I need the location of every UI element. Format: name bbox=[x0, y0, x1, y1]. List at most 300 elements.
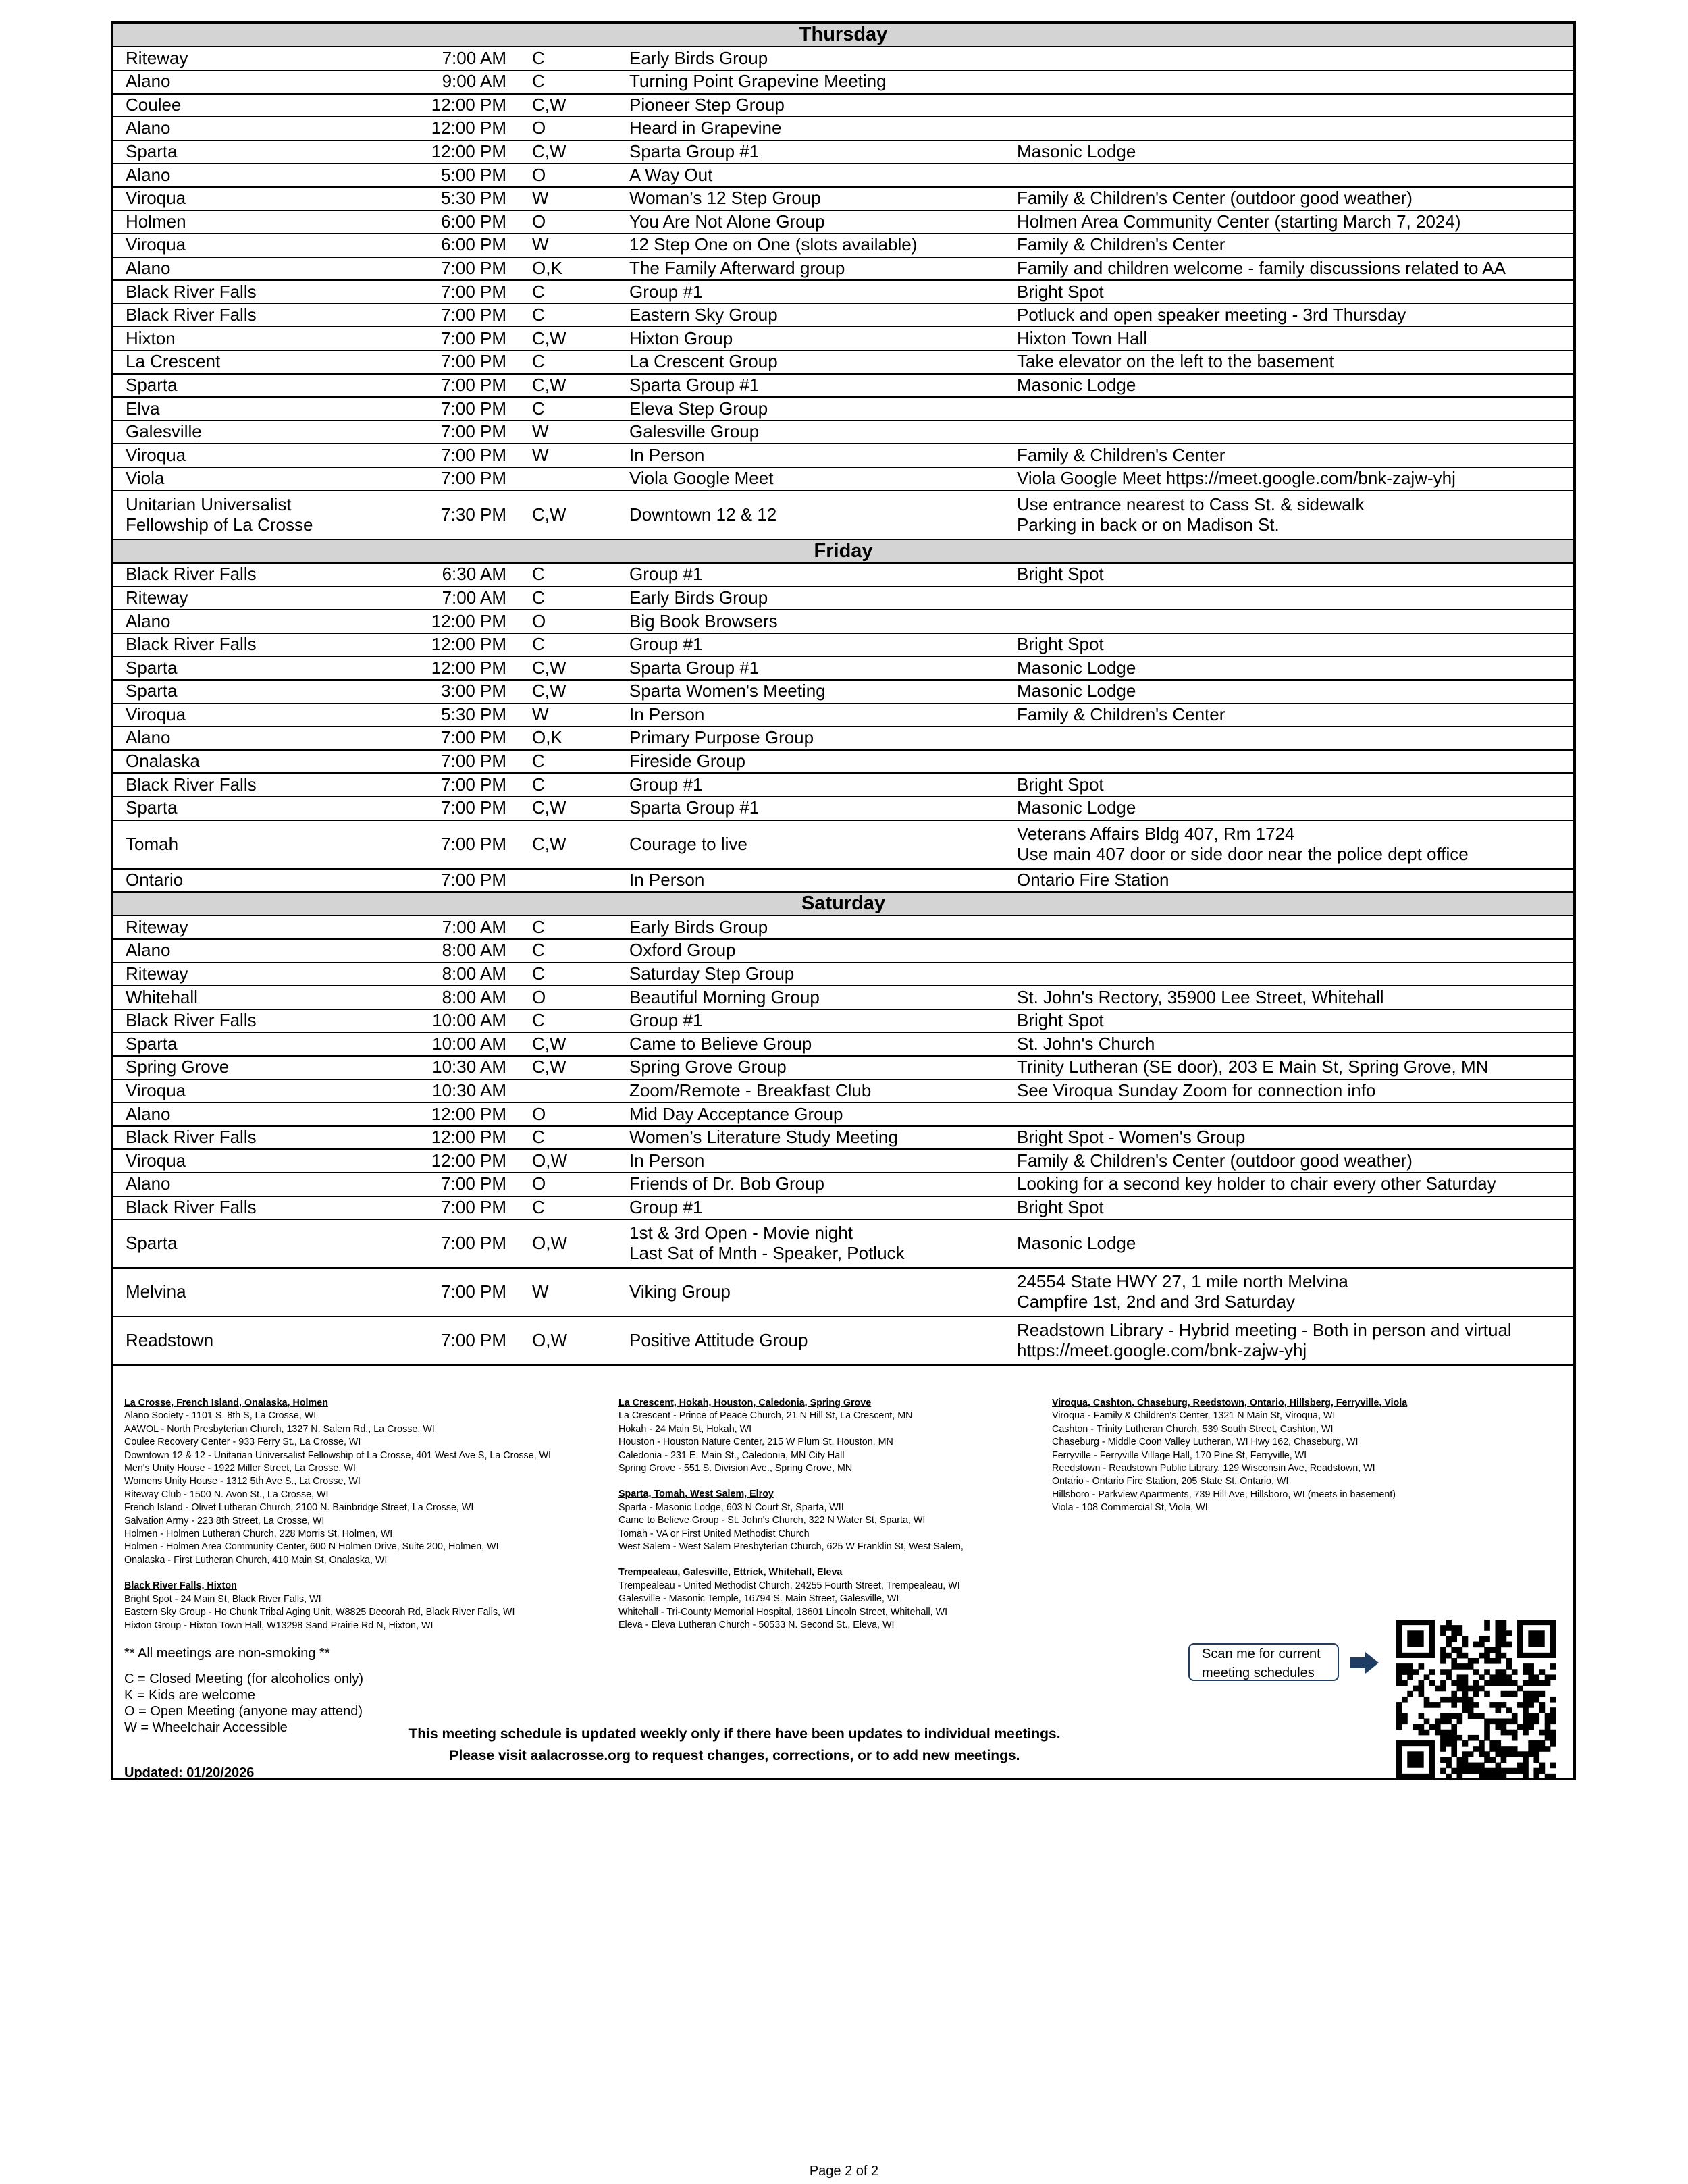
meeting-row bbox=[113, 397, 1573, 421]
meeting-group-line: Saturday Step Group bbox=[629, 963, 795, 984]
meeting-group-line: Sparta Women's Meeting bbox=[629, 681, 826, 701]
meeting-city bbox=[113, 467, 384, 491]
meeting-group-line: 12 Step One on One (slots available) bbox=[629, 234, 918, 255]
meeting-location-line: Use main 407 door or side door near the police dept office bbox=[1017, 843, 1469, 864]
meeting-group bbox=[621, 726, 1011, 750]
meeting-city bbox=[113, 257, 384, 281]
qr-code-icon[interactable] bbox=[1396, 1620, 1556, 1779]
meeting-group-line: In Person bbox=[629, 703, 705, 724]
meeting-city-line: Viroqua bbox=[126, 1080, 186, 1100]
meeting-city bbox=[113, 915, 384, 939]
meeting-time: 10:00 AM bbox=[384, 1032, 521, 1056]
meeting-type: C bbox=[521, 915, 621, 939]
meeting-time: 7:00 PM bbox=[384, 304, 521, 327]
address-line: Spring Grove - 551 S. Division Ave., Spring Grove, MN bbox=[618, 1463, 853, 1474]
meeting-time: 12:00 PM bbox=[384, 1102, 521, 1126]
meeting-group-line: Sparta Group #1 bbox=[629, 141, 760, 162]
meeting-group bbox=[621, 211, 1011, 234]
meeting-city-line: Viroqua bbox=[126, 234, 186, 255]
meeting-location-line: https://meet.google.com/bnk-zajw-yhj bbox=[1017, 1340, 1307, 1361]
meeting-time: 7:00 PM bbox=[384, 726, 521, 750]
meeting-type: C bbox=[521, 70, 621, 94]
meeting-location-line: Viola Google Meet https://meet.google.com/bnk-zajw-yhj bbox=[1017, 468, 1456, 489]
address-line: Onalaska - First Lutheran Church, 410 Main St, Onalaska, WI bbox=[124, 1554, 388, 1566]
meeting-city bbox=[113, 1009, 384, 1033]
meeting-location bbox=[1011, 939, 1573, 963]
meeting-group-line: Woman’s 12 Step Group bbox=[629, 188, 821, 209]
meeting-type: O,K bbox=[521, 726, 621, 750]
meeting-group bbox=[621, 869, 1011, 893]
meeting-city-line: Black River Falls bbox=[126, 564, 257, 585]
meeting-group bbox=[621, 70, 1011, 94]
meeting-city-line: Sparta bbox=[126, 797, 178, 818]
meeting-row bbox=[113, 656, 1573, 680]
meeting-city-line: Alano bbox=[126, 727, 171, 748]
meeting-group-line: Heard in Grapevine bbox=[629, 117, 782, 138]
address-line: Holmen - Holmen Area Community Center, 600 N Holmen Drive, Suite 200, Holmen, WI bbox=[124, 1541, 499, 1553]
meeting-location bbox=[1011, 94, 1573, 117]
meeting-city bbox=[113, 1056, 384, 1080]
meeting-location bbox=[1011, 467, 1573, 491]
meeting-location bbox=[1011, 797, 1573, 820]
meeting-city-line: Black River Falls bbox=[126, 304, 257, 325]
meeting-location bbox=[1011, 1316, 1573, 1365]
meeting-group-line: Mid Day Acceptance Group bbox=[629, 1103, 843, 1124]
meeting-location bbox=[1011, 350, 1573, 374]
meeting-city bbox=[113, 397, 384, 421]
meeting-location bbox=[1011, 680, 1573, 703]
meeting-city-line: Alano bbox=[126, 1103, 171, 1124]
qr-callout-line: meeting schedules bbox=[1202, 1666, 1315, 1680]
qr-callout-line: Scan me for current bbox=[1202, 1647, 1321, 1661]
meeting-location bbox=[1011, 986, 1573, 1009]
meeting-location bbox=[1011, 491, 1573, 539]
address-line: Chaseburg - Middle Coon Valley Lutheran, WI Hwy 162, Chaseburg, WI bbox=[1052, 1437, 1359, 1448]
meeting-group-line: Fireside Group bbox=[629, 751, 745, 772]
meeting-city-line: Tomah bbox=[126, 833, 179, 854]
meeting-group bbox=[621, 1080, 1011, 1103]
meeting-time: 7:00 PM bbox=[384, 421, 521, 444]
meeting-time: 7:00 PM bbox=[384, 257, 521, 281]
meeting-row bbox=[113, 47, 1573, 70]
address-line: Men's Unity House - 1922 Miller Street, La Crosse, WI bbox=[124, 1463, 356, 1474]
meeting-location bbox=[1011, 820, 1573, 869]
meeting-time: 6:30 AM bbox=[384, 563, 521, 587]
meeting-location bbox=[1011, 750, 1573, 774]
meeting-location-line: Bright Spot bbox=[1017, 1196, 1104, 1217]
meeting-time: 7:00 AM bbox=[384, 47, 521, 70]
meeting-location bbox=[1011, 1056, 1573, 1080]
meeting-group-line: Eastern Sky Group bbox=[629, 304, 778, 325]
address-region-heading: Black River Falls, Hixton bbox=[124, 1580, 237, 1592]
address-column bbox=[618, 1397, 964, 1632]
meeting-city bbox=[113, 939, 384, 963]
meeting-time: 8:00 AM bbox=[384, 939, 521, 963]
meeting-location bbox=[1011, 444, 1573, 467]
meeting-group bbox=[621, 656, 1011, 680]
meeting-row bbox=[113, 633, 1573, 657]
meeting-city-line: Sparta bbox=[126, 141, 178, 162]
meeting-time: 7:00 PM bbox=[384, 327, 521, 350]
meeting-location bbox=[1011, 1009, 1573, 1033]
address-region-heading: La Crosse, French Island, Onalaska, Holmen bbox=[124, 1397, 328, 1408]
meeting-group bbox=[621, 234, 1011, 257]
meeting-time: 12:00 PM bbox=[384, 610, 521, 633]
meeting-group-line: In Person bbox=[629, 444, 705, 465]
meeting-city bbox=[113, 234, 384, 257]
meeting-time: 10:30 AM bbox=[384, 1056, 521, 1080]
meeting-row bbox=[113, 939, 1573, 963]
meeting-city bbox=[113, 374, 384, 398]
meeting-location-line: Campfire 1st, 2nd and 3rd Saturday bbox=[1017, 1291, 1295, 1312]
meeting-city-line: Viroqua bbox=[126, 444, 186, 465]
meeting-group bbox=[621, 563, 1011, 587]
address-line: Riteway Club - 1500 N. Avon St., La Crosse, WI bbox=[124, 1489, 329, 1500]
meeting-time: 12:00 PM bbox=[384, 94, 521, 117]
meeting-group-line: Big Book Browsers bbox=[629, 610, 778, 631]
meeting-city-line: Unitarian Universalist bbox=[126, 494, 292, 514]
meeting-row bbox=[113, 163, 1573, 187]
meeting-time: 8:00 AM bbox=[384, 986, 521, 1009]
meeting-location bbox=[1011, 1080, 1573, 1103]
meeting-row bbox=[113, 444, 1573, 467]
meeting-type: C,W bbox=[521, 820, 621, 869]
meeting-city bbox=[113, 1173, 384, 1196]
meeting-group-line: In Person bbox=[629, 869, 705, 890]
meeting-location bbox=[1011, 374, 1573, 398]
meeting-group-line: Oxford Group bbox=[629, 940, 736, 961]
meeting-type: W bbox=[521, 421, 621, 444]
meeting-time: 7:00 PM bbox=[384, 1196, 521, 1220]
meeting-city bbox=[113, 94, 384, 117]
address-line: Houston - Houston Nature Center, 215 W Plum St, Houston, MN bbox=[618, 1437, 893, 1448]
meeting-row bbox=[113, 986, 1573, 1009]
meeting-city-line: Viroqua bbox=[126, 703, 186, 724]
meeting-group-line: Spring Grove Group bbox=[629, 1057, 787, 1077]
meeting-row bbox=[113, 1126, 1573, 1150]
meeting-group-line: 1st & 3rd Open - Movie night bbox=[629, 1223, 853, 1244]
meeting-type: C,W bbox=[521, 94, 621, 117]
meeting-addresses bbox=[113, 1391, 1573, 1658]
address-line: Eastern Sky Group - Ho Chunk Tribal Aging Unit, W8825 Decorah Rd, Black River Falls, WI bbox=[124, 1607, 515, 1618]
meeting-group bbox=[621, 444, 1011, 467]
meeting-row bbox=[113, 257, 1573, 281]
address-line: Ontario - Ontario Fire Station, 205 State St, Ontario, WI bbox=[1052, 1476, 1289, 1487]
meeting-city-line: Sparta bbox=[126, 1033, 178, 1054]
meeting-group bbox=[621, 1102, 1011, 1126]
address-line: Viroqua - Family & Children's Center, 1321 N Main St, Viroqua, WI bbox=[1052, 1410, 1336, 1422]
meeting-group bbox=[621, 94, 1011, 117]
meeting-type: C bbox=[521, 773, 621, 797]
meeting-row bbox=[113, 773, 1573, 797]
meeting-type: C bbox=[521, 397, 621, 421]
meeting-location bbox=[1011, 633, 1573, 657]
address-line: AAWOL - North Presbyterian Church, 1327 N. Salem Rd., La Crosse, WI bbox=[124, 1423, 435, 1435]
meeting-time: 7:00 PM bbox=[384, 397, 521, 421]
meeting-group bbox=[621, 187, 1011, 211]
address-line: Salvation Army - 223 8th Street, La Crosse, WI bbox=[124, 1515, 325, 1526]
meeting-row bbox=[113, 1173, 1573, 1196]
meeting-location-line: Trinity Lutheran (SE door), 203 E Main St, Spring Grove, MN bbox=[1017, 1057, 1489, 1077]
meeting-group-line: Group #1 bbox=[629, 1196, 703, 1217]
meeting-row bbox=[113, 587, 1573, 610]
meeting-city-line: Riteway bbox=[126, 963, 188, 984]
meeting-row bbox=[113, 680, 1573, 703]
meeting-group-line: Viking Group bbox=[629, 1281, 731, 1302]
meeting-location bbox=[1011, 1196, 1573, 1220]
meeting-schedule-table bbox=[113, 24, 1573, 1366]
meeting-group-line: The Family Afterward group bbox=[629, 258, 845, 279]
address-column bbox=[1052, 1397, 1407, 1515]
address-line: Reedstown - Readstown Public Library, 129 Wisconsin Ave, Readstown, WI bbox=[1052, 1463, 1375, 1474]
meeting-type: W bbox=[521, 703, 621, 727]
meeting-location bbox=[1011, 587, 1573, 610]
meeting-group bbox=[621, 1126, 1011, 1150]
meeting-city-line: Riteway bbox=[126, 916, 188, 937]
meeting-type: C bbox=[521, 750, 621, 774]
meeting-city bbox=[113, 140, 384, 164]
meeting-city bbox=[113, 656, 384, 680]
meeting-city bbox=[113, 444, 384, 467]
meeting-group bbox=[621, 117, 1011, 140]
meeting-city bbox=[113, 1268, 384, 1316]
meeting-group-line: Early Birds Group bbox=[629, 47, 768, 68]
meeting-location-line: Hixton Town Hall bbox=[1017, 327, 1148, 348]
meeting-city-line: Viola bbox=[126, 468, 165, 489]
meeting-location-line: 24554 State HWY 27, 1 mile north Melvina bbox=[1017, 1271, 1348, 1292]
meeting-location bbox=[1011, 47, 1573, 70]
meeting-row bbox=[113, 750, 1573, 774]
meeting-group bbox=[621, 610, 1011, 633]
meeting-location bbox=[1011, 1102, 1573, 1126]
meeting-time: 7:00 PM bbox=[384, 374, 521, 398]
meeting-time: 10:00 AM bbox=[384, 1009, 521, 1033]
meeting-type: C bbox=[521, 963, 621, 986]
meeting-city bbox=[113, 163, 384, 187]
meeting-row bbox=[113, 726, 1573, 750]
meeting-city bbox=[113, 633, 384, 657]
meeting-type: C,W bbox=[521, 656, 621, 680]
meeting-location bbox=[1011, 1268, 1573, 1316]
arrow-right-icon bbox=[1349, 1651, 1380, 1675]
meeting-row bbox=[113, 187, 1573, 211]
meeting-city bbox=[113, 117, 384, 140]
meeting-row bbox=[113, 70, 1573, 94]
meeting-city-line: Black River Falls bbox=[126, 1127, 257, 1148]
address-line: Bright Spot - 24 Main St, Black River Falls, WI bbox=[124, 1593, 321, 1605]
meeting-city-line: Sparta bbox=[126, 1233, 178, 1254]
meeting-type: C bbox=[521, 633, 621, 657]
meeting-group-line: Courage to live bbox=[629, 833, 747, 854]
meeting-row bbox=[113, 563, 1573, 587]
meeting-type: O,W bbox=[521, 1316, 621, 1365]
meeting-city-line: Galesville bbox=[126, 421, 202, 442]
meeting-city-line: Spring Grove bbox=[126, 1057, 230, 1077]
meeting-type: C bbox=[521, 1196, 621, 1220]
meeting-city bbox=[113, 986, 384, 1009]
meeting-group bbox=[621, 467, 1011, 491]
meeting-city-line: Sparta bbox=[126, 657, 178, 678]
meeting-group bbox=[621, 304, 1011, 327]
meeting-time: 8:00 AM bbox=[384, 963, 521, 986]
address-line: Downtown 12 & 12 - Unitarian Universalist Fellowship of La Crosse, 401 West Ave S, La Crosse, WI bbox=[124, 1449, 551, 1461]
meeting-group-line: You Are Not Alone Group bbox=[629, 211, 825, 232]
meeting-group-line: Women’s Literature Study Meeting bbox=[629, 1127, 898, 1148]
meeting-type: W bbox=[521, 234, 621, 257]
meeting-city bbox=[113, 1102, 384, 1126]
meeting-city-line: Viroqua bbox=[126, 188, 186, 209]
meeting-group-line: Sparta Group #1 bbox=[629, 797, 760, 818]
meeting-group-line: Group #1 bbox=[629, 1010, 703, 1031]
meeting-group-line: La Crescent Group bbox=[629, 351, 778, 372]
meeting-city-line: Fellowship of La Crosse bbox=[126, 514, 313, 535]
address-line: Womens Unity House - 1312 5th Ave S., La Crosse, WI bbox=[124, 1476, 361, 1487]
meeting-city bbox=[113, 304, 384, 327]
meeting-type: C bbox=[521, 350, 621, 374]
meeting-time: 7:00 PM bbox=[384, 1173, 521, 1196]
meeting-city bbox=[113, 773, 384, 797]
meeting-time: 9:00 AM bbox=[384, 70, 521, 94]
meeting-group bbox=[621, 633, 1011, 657]
meeting-location bbox=[1011, 187, 1573, 211]
meeting-group-line: Early Birds Group bbox=[629, 587, 768, 608]
meeting-city bbox=[113, 820, 384, 869]
meeting-type: O bbox=[521, 610, 621, 633]
address-line: Alano Society - 1101 S. 8th S, La Crosse, WI bbox=[124, 1410, 317, 1422]
meeting-row bbox=[113, 963, 1573, 986]
meeting-location-line: St. John's Church bbox=[1017, 1033, 1155, 1054]
meeting-city-line: Black River Falls bbox=[126, 1010, 257, 1031]
meeting-time: 7:00 AM bbox=[384, 587, 521, 610]
meeting-time: 7:00 PM bbox=[384, 467, 521, 491]
meeting-location-line: Bright Spot bbox=[1017, 774, 1104, 795]
meeting-type: O,W bbox=[521, 1219, 621, 1268]
meeting-type bbox=[521, 467, 621, 491]
schedule-frame bbox=[111, 21, 1576, 1780]
update-notice bbox=[397, 1724, 1072, 1767]
meeting-time: 12:00 PM bbox=[384, 633, 521, 657]
meeting-time: 12:00 PM bbox=[384, 1126, 521, 1150]
meeting-group bbox=[621, 820, 1011, 869]
meeting-city bbox=[113, 610, 384, 633]
meeting-city bbox=[113, 680, 384, 703]
meeting-group-line: Turning Point Grapevine Meeting bbox=[629, 71, 887, 92]
meeting-type: O bbox=[521, 163, 621, 187]
meeting-location bbox=[1011, 304, 1573, 327]
meeting-city bbox=[113, 491, 384, 539]
meeting-location bbox=[1011, 397, 1573, 421]
meeting-type: C bbox=[521, 587, 621, 610]
meeting-group bbox=[621, 327, 1011, 350]
address-line: West Salem - West Salem Presbyterian Church, 625 W Franklin St, West Salem, bbox=[618, 1541, 964, 1553]
meeting-type: C,W bbox=[521, 140, 621, 164]
meeting-group-line: In Person bbox=[629, 1150, 705, 1171]
meeting-row bbox=[113, 234, 1573, 257]
meeting-city bbox=[113, 797, 384, 820]
meeting-location-line: Family & Children's Center bbox=[1017, 444, 1225, 465]
meeting-city bbox=[113, 47, 384, 70]
meeting-location-line: Ontario Fire Station bbox=[1017, 869, 1169, 890]
meeting-city bbox=[113, 1316, 384, 1365]
meeting-row bbox=[113, 280, 1573, 304]
meeting-location bbox=[1011, 656, 1573, 680]
meeting-row bbox=[113, 869, 1573, 893]
meeting-group bbox=[621, 1173, 1011, 1196]
meeting-group bbox=[621, 374, 1011, 398]
meeting-group bbox=[621, 140, 1011, 164]
meeting-location-line: Bright Spot bbox=[1017, 564, 1104, 585]
meeting-type: O bbox=[521, 1173, 621, 1196]
meeting-location bbox=[1011, 963, 1573, 986]
meeting-city-line: Black River Falls bbox=[126, 774, 257, 795]
meeting-city bbox=[113, 1149, 384, 1173]
meeting-location-line: Family & Children's Center bbox=[1017, 703, 1225, 724]
meeting-location bbox=[1011, 421, 1573, 444]
meeting-location bbox=[1011, 726, 1573, 750]
meeting-time: 7:00 PM bbox=[384, 1268, 521, 1316]
meeting-group bbox=[621, 1056, 1011, 1080]
meeting-group bbox=[621, 1196, 1011, 1220]
meeting-location-line: Bright Spot bbox=[1017, 634, 1104, 655]
meeting-type: C,W bbox=[521, 491, 621, 539]
meeting-time: 7:00 PM bbox=[384, 773, 521, 797]
meeting-row bbox=[113, 1102, 1573, 1126]
meeting-group bbox=[621, 915, 1011, 939]
meeting-type: C bbox=[521, 939, 621, 963]
address-line: Hokah - 24 Main St, Hokah, WI bbox=[618, 1423, 752, 1435]
meeting-time: 7:00 PM bbox=[384, 350, 521, 374]
meeting-type: C bbox=[521, 1126, 621, 1150]
meeting-location-line: Readstown Library - Hybrid meeting - Both in person and virtual bbox=[1017, 1320, 1512, 1341]
meeting-location bbox=[1011, 211, 1573, 234]
meeting-time: 5:30 PM bbox=[384, 703, 521, 727]
address-line: Trempealeau - United Methodist Church, 24255 Fourth Street, Trempealeau, WI bbox=[618, 1580, 960, 1591]
meeting-group-line: Sparta Group #1 bbox=[629, 657, 760, 678]
updated-date: Updated: 01/20/2026 bbox=[124, 1765, 255, 1780]
meeting-time: 12:00 PM bbox=[384, 656, 521, 680]
meeting-city bbox=[113, 1080, 384, 1103]
meeting-group bbox=[621, 1219, 1011, 1268]
meeting-location-line: Family & Children's Center (outdoor good weather) bbox=[1017, 188, 1413, 209]
meeting-group-line: Beautiful Morning Group bbox=[629, 986, 820, 1007]
meeting-group bbox=[621, 1009, 1011, 1033]
meeting-row bbox=[113, 467, 1573, 491]
meeting-city bbox=[113, 963, 384, 986]
meeting-time: 7:00 PM bbox=[384, 1316, 521, 1365]
meeting-time: 5:00 PM bbox=[384, 163, 521, 187]
meeting-time: 3:00 PM bbox=[384, 680, 521, 703]
meeting-location-line: Family & Children's Center bbox=[1017, 234, 1225, 255]
meeting-location-line: Bright Spot - Women's Group bbox=[1017, 1127, 1246, 1148]
address-line: Holmen - Holmen Lutheran Church, 228 Morris St, Holmen, WI bbox=[124, 1528, 393, 1540]
meeting-group bbox=[621, 1032, 1011, 1056]
meeting-group-line: Positive Attitude Group bbox=[629, 1330, 808, 1351]
address-region-heading: La Crescent, Hokah, Houston, Caledonia, Spring Grove bbox=[618, 1397, 872, 1408]
meeting-city bbox=[113, 563, 384, 587]
meeting-type: O,W bbox=[521, 1149, 621, 1173]
meeting-group bbox=[621, 680, 1011, 703]
meeting-city-line: Black River Falls bbox=[126, 281, 257, 302]
meeting-time: 7:30 PM bbox=[384, 491, 521, 539]
meeting-row bbox=[113, 1009, 1573, 1033]
meeting-location bbox=[1011, 1032, 1573, 1056]
meeting-group bbox=[621, 421, 1011, 444]
meeting-location-line: Potluck and open speaker meeting - 3rd Thursday bbox=[1017, 304, 1406, 325]
meeting-row bbox=[113, 703, 1573, 727]
meeting-city-line: Alano bbox=[126, 1173, 171, 1194]
address-line: Eleva - Eleva Lutheran Church - 50533 N. Second St., Eleva, WI bbox=[618, 1620, 895, 1631]
meeting-time: 7:00 PM bbox=[384, 1219, 521, 1268]
